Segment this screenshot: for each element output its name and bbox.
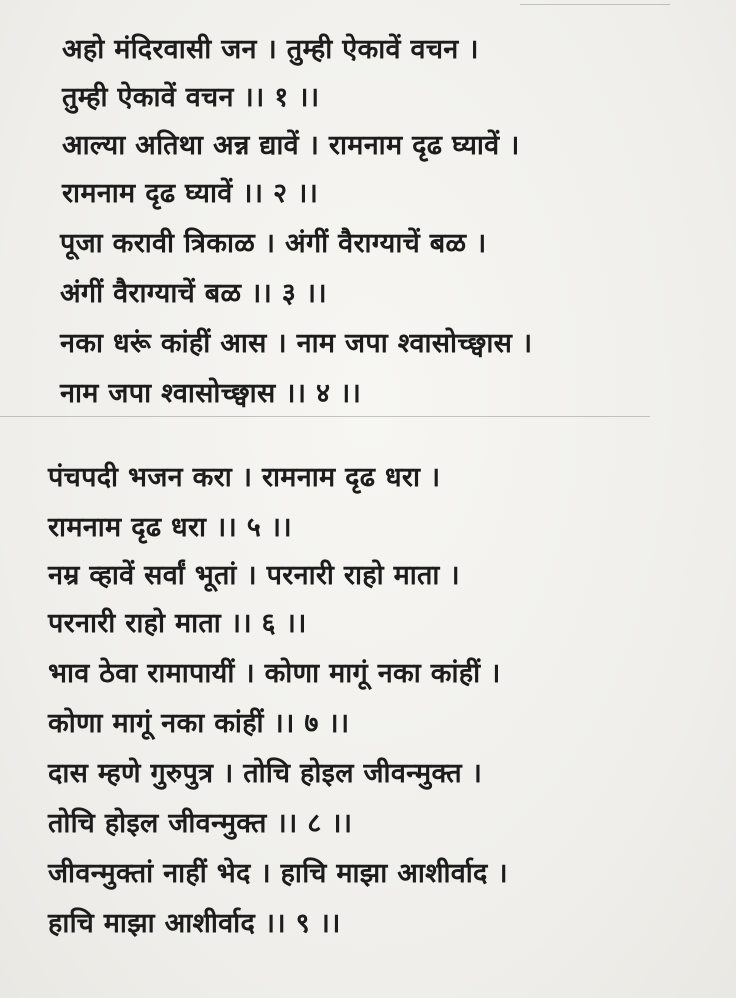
verse-line: कोणा मागूं नका कांहीं ।। ७ ।। — [48, 708, 350, 739]
verse-line: भाव ठेवा रामापायीं । कोणा मागूं नका कांहीं । — [48, 658, 501, 689]
verse-line: दास म्हणे गुरुपुत्र । तोचि होइल जीवन्मुक्त । — [48, 758, 483, 789]
verse-line: अंगीं वैराग्याचें बळ ।। ३ ।। — [60, 278, 327, 309]
verse-line: तोचि होइल जीवन्मुक्त ।। ८ ।। — [48, 808, 353, 839]
verse-line: अहो मंदिरवासी जन । तुम्ही ऐकावें वचन । — [62, 34, 479, 65]
verse-line: रामनाम दृढ घ्यावें ।। २ ।। — [62, 178, 319, 209]
verse-line: नाम जपा श्वासोच्छ्वास ।। ४ ।। — [60, 378, 362, 409]
verse-line: नका धरूं कांहीं आस । नाम जपा श्वासोच्छ्वास । — [60, 328, 533, 359]
verse-line: रामनाम दृढ धरा ।। ५ ।। — [48, 512, 292, 543]
verse-line: पूजा करावी त्रिकाळ । अंगीं वैराग्याचें बळ । — [60, 228, 487, 259]
verse-line: नम्र व्हावें सर्वां भूतां । परनारी राहो माता । — [48, 560, 460, 591]
verse-line: जीवन्मुक्तां नाहीं भेद । हाचि माझा आशीर्वाद । — [48, 858, 508, 889]
verse-line: परनारी राहो माता ।। ६ ।। — [48, 608, 307, 639]
verse-line: तुम्ही ऐकावें वचन ।। १ ।। — [62, 82, 320, 113]
verse-line: आल्या अतिथा अन्न द्यावें । रामनाम दृढ घ्यावें । — [62, 130, 520, 161]
verse-line: पंचपदी भजन करा । रामनाम दृढ धरा । — [48, 462, 441, 493]
verse-line: हाचि माझा आशीर्वाद ।। ९ ।। — [48, 908, 341, 939]
